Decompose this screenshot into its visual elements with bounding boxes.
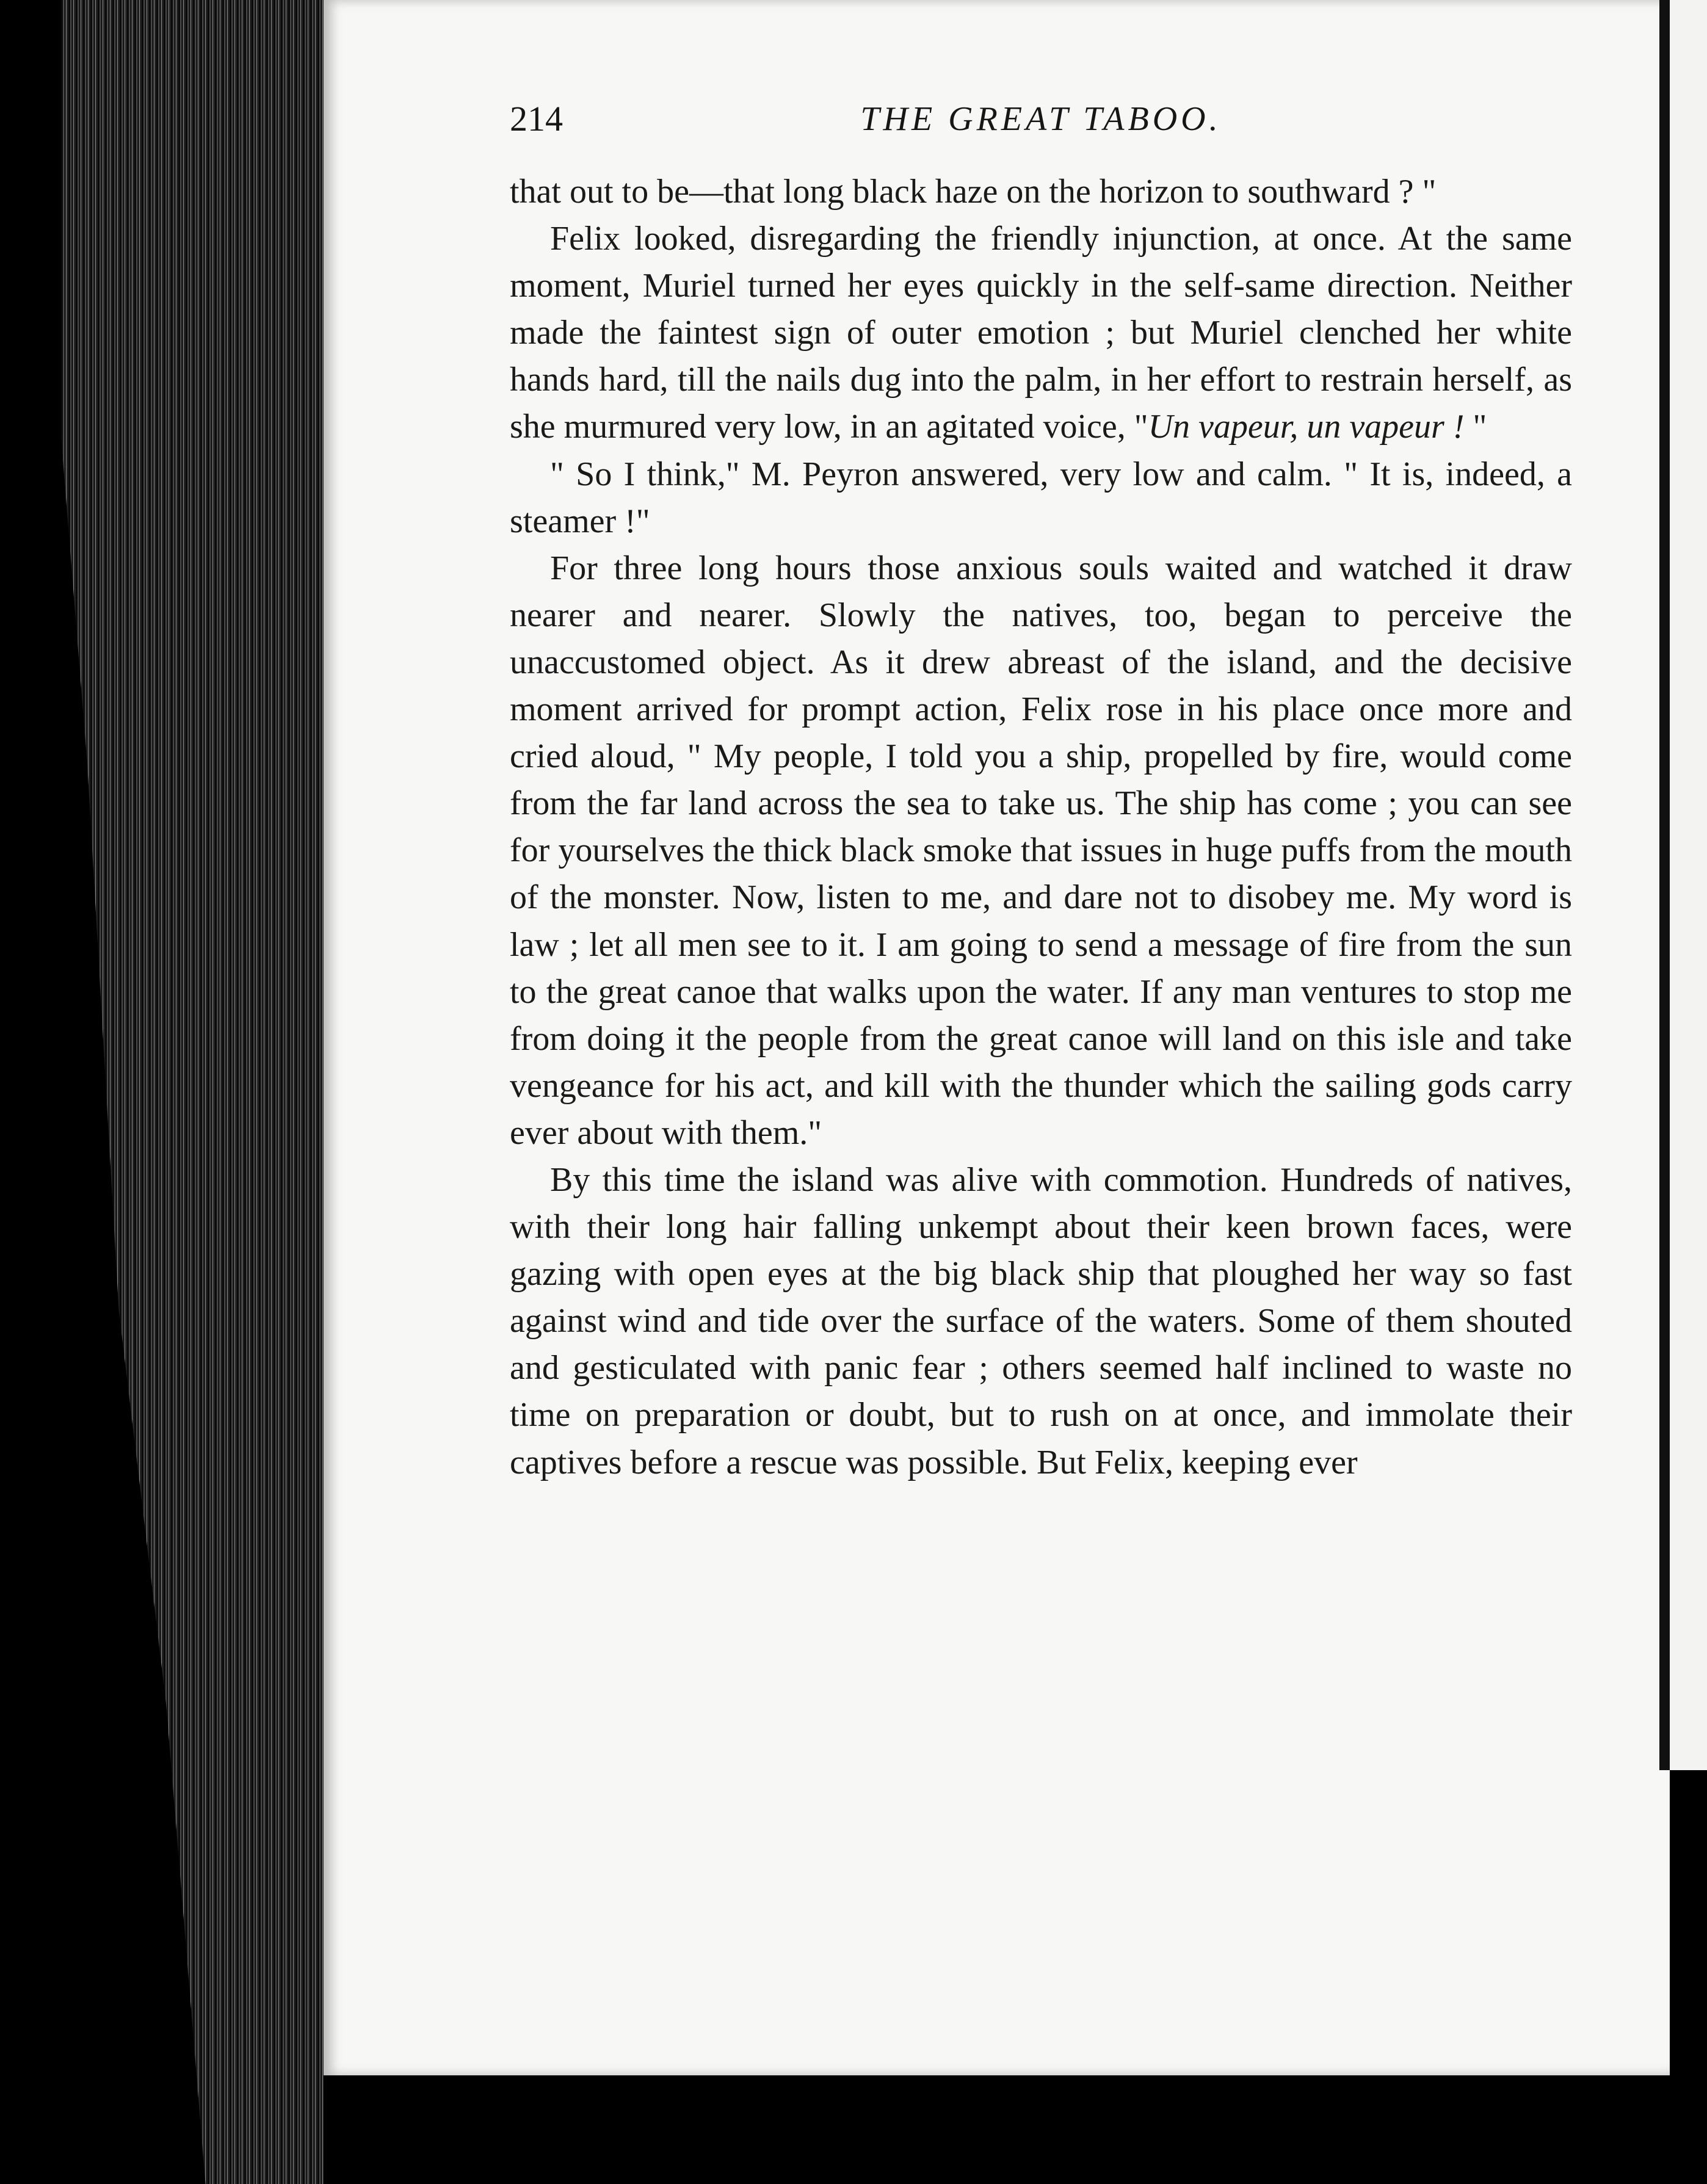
paragraph: By this time the island was alive with commotion. Hundreds of natives, with their long hair falling unkempt about their keen brown faces, were gazing with open eyes at the big black ship that ploughed her way so fast against wind and tide over the surface of the waters. Some of them shouted and gesticulated with panic fear ; others seemed half inclined to waste no time on preparation or doubt, but to rush on at once, and immolate their captives before a rescue was possible. But Felix, keeping ever — [510, 1160, 1572, 1481]
page-header — [510, 92, 1572, 146]
paragraph: " So I think," M. Peyron answered, very low and calm. " It is, indeed, a steamer !" — [510, 455, 1572, 540]
body-text — [510, 168, 1572, 1486]
paragraph-continued: that out to be—that long black haze on the horizon to southward ? " — [510, 173, 1437, 211]
paragraph: For three long hours those anxious souls waited and watched it draw nearer and nearer. Slowly the natives, too, began to perceive the unaccustomed object. As it drew abreast of the island, and the decisive moment arrived for prompt action, Felix rose in his place once more and cried aloud, " My people, I told you a ship, propelled by fire, would come from the far land across the sea to take us. The ship has come ; you can see for yourselves the thick black smoke that issues in huge puffs from the mouth of the monster. Now, listen to me, and dare not to disobey me. My word is law ; let all men see to it. I am going to send a message of fire from the sun to the great canoe that walks upon the water. If any man ventures to stop me from doing it the people from the great canoe will land on this isle and take vengeance for his act, and kill with the thunder which the sailing gods carry ever about with them." — [510, 549, 1572, 1152]
facing-page-edge — [1670, 0, 1707, 1770]
italic-phrase: Un vapeur, un vapeur ! — [1148, 408, 1465, 446]
page-number: 214 — [510, 99, 563, 139]
right-gutter-shadow — [1659, 0, 1670, 1770]
paragraph — [510, 215, 1572, 450]
book-page-edges — [61, 0, 324, 2184]
running-title: THE GREAT TABOO. — [860, 100, 1222, 138]
closing-quote: " — [1464, 408, 1487, 446]
page-sheet — [324, 0, 1670, 2075]
paragraph-text: Felix looked, disregarding the friendly injunction, at once. At the same moment, Muriel turned her eyes quickly in the self-same direction. Neither made the faintest sign of outer emotion ; but Muriel clenched her white hands hard, till the nails dug into the palm, in her effort to restrain herself, as she murmured very low, in an agitated voice, " — [510, 220, 1572, 446]
